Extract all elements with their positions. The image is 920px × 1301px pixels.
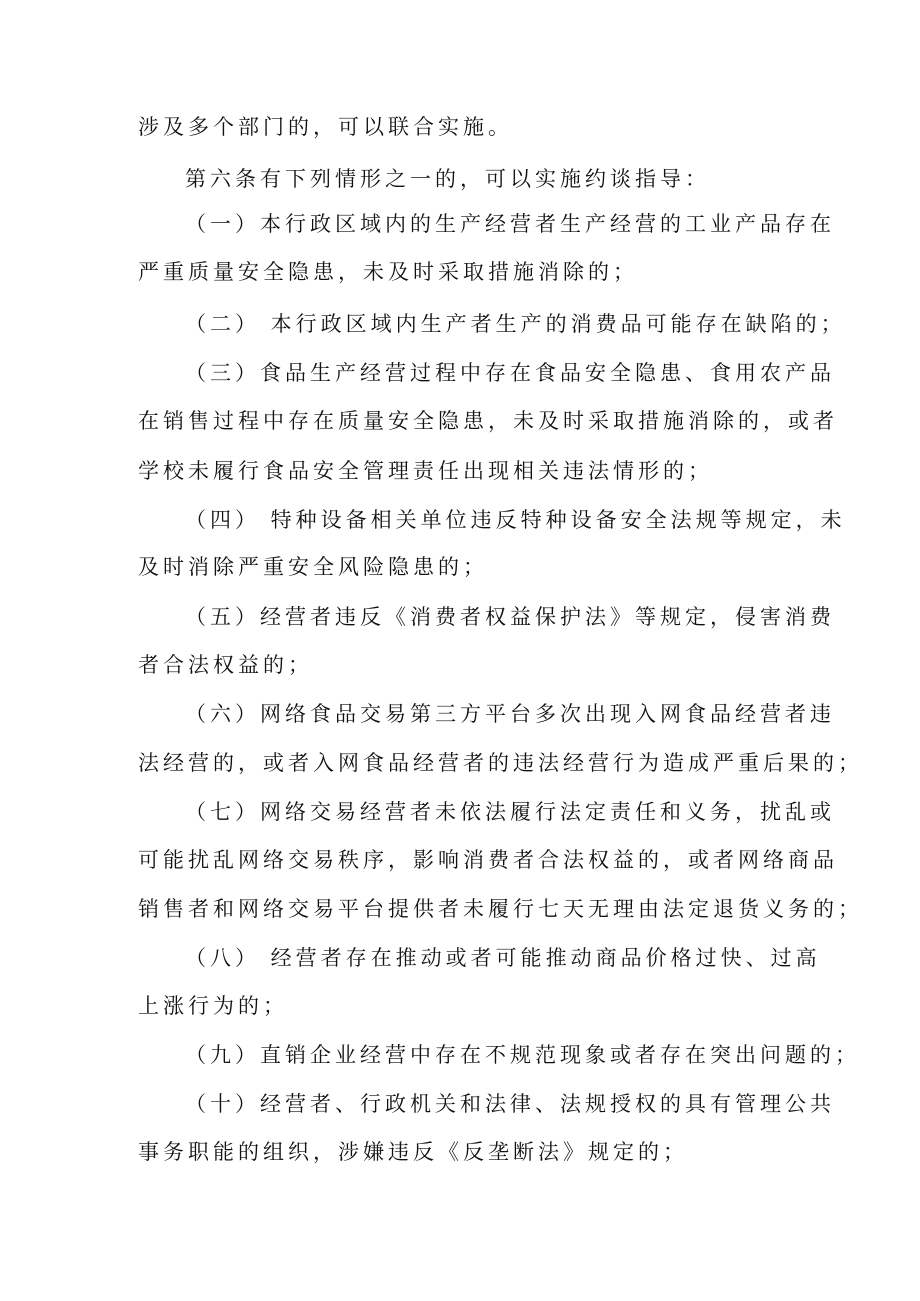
text-line: （六）网络食品交易第三方平台多次出现入网食品经营者违 — [185, 702, 835, 726]
text-line: 学校未履行食品安全管理责任出现相关违法情形的； — [138, 459, 713, 483]
text-line: （四） 特种设备相关单位违反特种设备安全法规等规定，未 — [185, 508, 846, 532]
text-line: （七）网络交易经营者未依法履行法定责任和义务，扰乱或 — [185, 800, 835, 824]
text-line: 法经营的，或者入网食品经营者的违法经营行为造成严重后果的； — [138, 751, 863, 775]
text-line: 涉及多个部门的，可以联合实施。 — [138, 115, 513, 139]
text-line: 者合法权益的； — [138, 653, 313, 677]
text-line: （八） 经营者存在推动或者可能推动商品价格过快、过高 — [185, 946, 821, 970]
text-line: 及时消除严重安全风险隐患的； — [138, 555, 488, 579]
text-line: （一）本行政区域内的生产经营者生产经营的工业产品存在 — [185, 212, 835, 236]
text-line: 第六条有下列情形之一的，可以实施约谈指导： — [185, 167, 710, 191]
text-line: 事务职能的组织，涉嫌违反《反垄断法》规定的； — [138, 1140, 688, 1164]
text-line: 严重质量安全隐患，未及时采取措施消除的； — [138, 260, 638, 284]
text-line: （十）经营者、行政机关和法律、法规授权的具有管理公共 — [185, 1092, 835, 1116]
text-line: （二） 本行政区域内生产者生产的消费品可能存在缺陷的； — [185, 312, 846, 336]
text-line: 可能扰乱网络交易秩序，影响消费者合法权益的，或者网络商品 — [138, 848, 838, 872]
text-line: 上涨行为的； — [138, 994, 288, 1018]
text-line: （九）直销企业经营中存在不规范现象或者存在突出问题的； — [185, 1043, 860, 1067]
text-line: 销售者和网络交易平台提供者未履行七天无理由法定退货义务的； — [138, 897, 863, 921]
text-line: （三）食品生产经营过程中存在食品安全隐患、食用农产品 — [185, 361, 835, 385]
text-line: 在销售过程中存在质量安全隐患，未及时采取措施消除的，或者 — [138, 409, 838, 433]
text-line: （五）经营者违反《消费者权益保护法》等规定，侵害消费 — [185, 605, 835, 629]
